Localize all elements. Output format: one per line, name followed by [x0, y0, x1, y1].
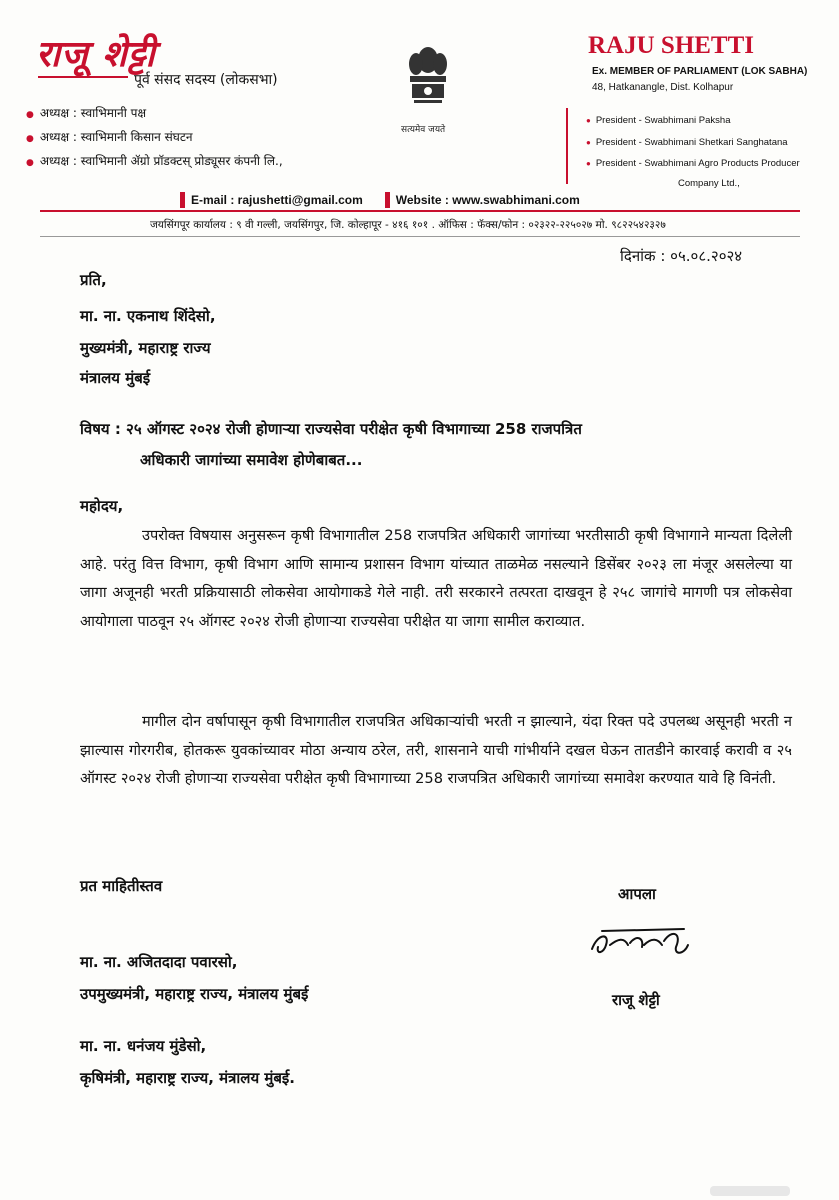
header-rule	[40, 210, 800, 212]
letter-date: दिनांक : ०५.०८.२०२४	[620, 247, 743, 265]
recipient-place: मंत्रालय मुंबई	[80, 369, 151, 387]
role-en-3: ● President - Swabhimani Agro Products Producer	[586, 158, 800, 169]
signatory-name: राजू शेट्टी	[612, 991, 660, 1009]
letterhead-address-en: 48, Hatkanangle, Dist. Kolhapur	[592, 82, 734, 93]
salutation: महोदय,	[80, 497, 124, 515]
cc2-title: कृषिमंत्री, महाराष्ट्र राज्य, मंत्रालय मुंबई.	[80, 1069, 295, 1087]
office-address: जयसिंगपूर कार्यालय : ९ वी गल्ली, जयसिंगपुर, जि. कोल्हापूर - ४१६ १०१ . ऑफिस : फॅक्स/फोन : ०२३२२-२२५०२७ मो. ९८२२५४२३२७	[150, 219, 666, 231]
cc1-title: उपमुख्यमंत्री, महाराष्ट्र राज्य, मंत्रालय मुंबई	[80, 985, 309, 1003]
role-mr-2: ● अध्यक्ष : स्वाभिमानी किसान संघटन	[26, 130, 193, 144]
header-vertical-divider	[566, 108, 568, 184]
subject-line-2: अधिकारी जागांच्या समावेश होणेबाबत...	[140, 451, 363, 469]
header-rule-thin	[40, 236, 800, 237]
cc1-name: मा. ना. अजितदादा पवारसो,	[80, 953, 238, 971]
subject-line-1: विषय : २५ ऑगस्ट २०२४ रोजी होणाऱ्या राज्यसेवा परीक्षेत कृषी विभागाच्या 258 राजपत्रित	[80, 420, 582, 438]
contact-bar	[180, 190, 650, 210]
role-en-3-cont: Company Ltd.,	[678, 178, 740, 189]
cc-heading: प्रत माहितीस्तव	[80, 877, 163, 895]
national-emblem-icon	[400, 40, 456, 120]
role-en-2: ● President - Swabhimani Shetkari Sanghatana	[586, 137, 788, 148]
closing: आपला	[618, 885, 656, 903]
role-en-1: ● President - Swabhimani Paksha	[586, 115, 731, 126]
to-label: प्रति,	[80, 271, 107, 289]
cc2-name: मा. ना. धनंजय मुंडेसो,	[80, 1037, 207, 1055]
contact-bullet	[180, 192, 185, 208]
email-text: E-mail : rajushetti@gmail.com	[191, 193, 363, 207]
role-mr-3: ● अध्यक्ष : स्वाभिमानी ॲग्रो प्रॉडक्टस् प्रोड्यूसर कंपनी लि.,	[26, 154, 283, 168]
letterhead-name-mr: राजू शेट्टी	[36, 33, 156, 75]
letterhead-subtitle-mr: पूर्व संसद सदस्य (लोकसभा)	[134, 72, 278, 88]
scan-artifact	[710, 1186, 790, 1196]
body-paragraph-1: उपरोक्त विषयास अनुसरून कृषी विभागातील 258 राजपत्रित अधिकारी जागांच्या भरतीसाठी कृषी विभागाने मान्यता दिलेली आहे. परंतु वित्त विभाग, कृषी विभाग आणि सामान्य प्रशासन विभाग यांच्यात ताळमेळ नसल्याने डिसेंबर २०२३ ला मंजूर असलेल्या या जागा अजूनही भरती प्रक्रियासाठी लोकसेवा आयोगाकडे गेले नाही. तरी सरकारने तत्परता दाखवून हे २५८ जागांचे मागणी पत्र लोकसेवा आयोगाला पाठवून २५ ऑगस्ट २०२४ रोजी होणाऱ्या राज्यसेवा परीक्षेत या जागा सामील कराव्यात.	[80, 527, 792, 630]
recipient-name: मा. ना. एकनाथ शिंदेसो,	[80, 307, 216, 325]
website-text: Website : www.swabhimani.com	[395, 193, 580, 207]
letterhead-name-en: RAJU SHETTI	[588, 32, 755, 59]
body-paragraph-2: मागील दोन वर्षापासून कृषी विभागातील राजपत्रित अधिकाऱ्यांची भरती न झाल्याने, यंदा रिक्त पदे उपलब्ध असूनही भरती न झाल्यास गोरगरीब, होतकरू युवकांच्यावर मोठा अन्याय ठरेल, तरी, शासनाने याची गांभीर्याने दखल घेऊन तातडीने कारवाई करावी व २५ ऑगस्ट २०२४ रोजी होणाऱ्या राज्यसेवा परीक्षेत कृषी विभागाच्या 258 राजपत्रित अधिकारी जागांच्या समावेश करण्यात यावे हि विनंती.	[80, 713, 792, 787]
recipient-title: मुख्यमंत्री, महाराष्ट्र राज्य	[80, 339, 211, 357]
letterhead-title-en: Ex. MEMBER OF PARLIAMENT (LOK SABHA)	[592, 66, 808, 77]
signature-image	[584, 915, 694, 965]
emblem-motto: सत्यमेव जयते	[401, 125, 446, 135]
logo-underline	[38, 76, 128, 78]
contact-bullet	[385, 192, 390, 208]
role-mr-1: ● अध्यक्ष : स्वाभिमानी पक्ष	[26, 106, 147, 120]
